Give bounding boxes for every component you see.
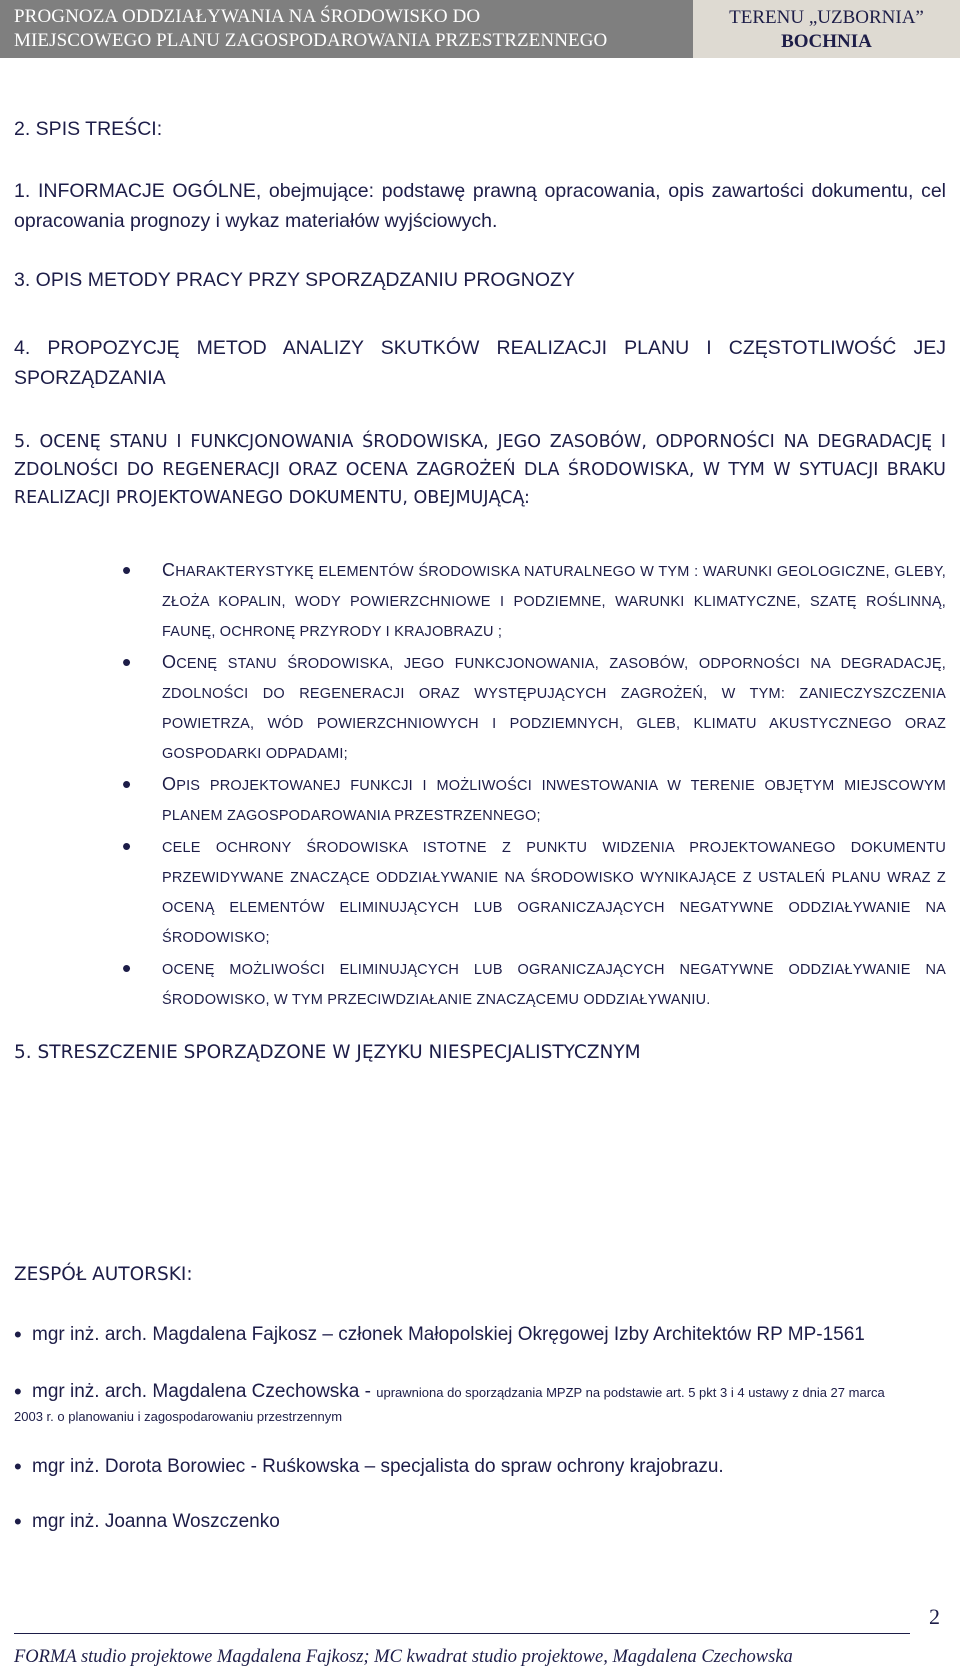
- toc-item-3: 3. OPIS METODY PRACY PRZY SPORZĄDZANIU PROGNOZY: [14, 269, 575, 291]
- footer-divider: [14, 1633, 910, 1634]
- author-item: • mgr inż. arch. Magdalena Czechowska - uprawniona do sporządzania MPZP na podstawie art. 5 pkt 3 i 4 ustawy z dnia 27 marca 2003 r. o planowaniu i zagospodarowaniu przestrzennym: [14, 1377, 946, 1426]
- toc-item-5b: 5. STRESZCZENIE SPORZĄDZONE W JĘZYKU NIESPECJALISTYCZNYM: [14, 1042, 641, 1063]
- toc-item-5-bullet-list: [14, 555, 946, 1015]
- author-item: • mgr inż. Dorota Borowiec - Ruśkowska – specjalista do spraw ochrony krajobrazu.: [14, 1452, 946, 1482]
- authors-heading: ZESPÓŁ AUTORSKI:: [14, 1264, 193, 1285]
- header-title-block: [0, 0, 693, 58]
- author-item: • mgr inż. Joanna Woszczenko: [14, 1507, 946, 1537]
- author-item: • mgr inż. arch. Magdalena Fajkosz – członek Małopolskiej Okręgowej Izby Architektów RP MP-1561: [14, 1320, 946, 1350]
- page-footer: FORMA studio projektowe Magdalena Fajkosz; MC kwadrat studio projektowe, Magdalena Czechowska: [14, 1647, 793, 1667]
- header-location-block: [693, 0, 960, 58]
- header-title-line2: MIEJSCOWEGO PLANU ZAGOSPODAROWANIA PRZESTRZENNEGO: [14, 30, 608, 51]
- toc-item-5: 5. OCENĘ STANU I FUNKCJONOWANIA ŚRODOWISKA, JEGO ZASOBÓW, ODPORNOŚCI NA DEGRADACJĘ I ZDOLNOŚCI DO REGENERACJI ORAZ OCENA ZAGROŻEŃ DLA ŚRODOWISKA, W TYM W SYTUACJI BRAKU REALIZACJI PROJEKTOWANEGO DOKUMENTU, OBEJMUJĄCĄ:: [14, 432, 946, 508]
- header-location-line1: TERENU „UZBORNIA”: [729, 7, 924, 28]
- toc-heading: 2. SPIS TREŚCI:: [14, 118, 163, 140]
- toc-item-4: 4. PROPOZYCJĘ METOD ANALIZY SKUTKÓW REALIZACJI PLANU I CZĘSTOTLIWOŚĆ JEJ SPORZĄDZANIA: [14, 337, 946, 389]
- header-title-line1: PROGNOZA ODDZIAŁYWANIA NA ŚRODOWISKO DO: [14, 6, 481, 27]
- page-number: 2: [929, 1604, 940, 1629]
- header-location-line2: BOCHNIA: [781, 31, 872, 52]
- list-item: • OPIS PROJEKTOWANEJ FUNKCJI I MOŻLIWOŚCI INWESTOWANIA W TERENIE OBJĘTYM MIEJSCOWYM PLANEM ZAGOSPODAROWANIA PRZESTRZENNEGO;: [14, 769, 946, 831]
- toc-item-1: 1. INFORMACJE OGÓLNE, obejmujące: podstawę prawną opracowania, opis zawartości dokumentu, cel opracowania prognozy i wykaz materiałów wyjściowych.: [14, 180, 946, 232]
- list-item: • CELE OCHRONY ŚRODOWISKA ISTOTNE Z PUNKTU WIDZENIA PROJEKTOWANEGO DOKUMENTU PRZEWIDYWANE ZNACZĄCE ODDZIAŁYWANIE NA ŚRODOWISKO WYNIKAJĄCE Z USTALEŃ PLANU WRAZ Z OCENĄ ELEMENTÓW ELIMINUJĄCYCH LUB OGRANICZAJĄCYCH NEGATYWNE ODDZIAŁYWANIE NA ŚRODOWISKO;: [14, 831, 946, 953]
- list-item: • OCENĘ STANU ŚRODOWISKA, JEGO FUNKCJONOWANIA, ZASOBÓW, ODPORNOŚCI NA DEGRADACJĘ, ZDOLNOŚCI DO REGENERACJI ORAZ WYSTĘPUJĄCYCH ZAGROŻEŃ, W TYM: ZANIECZYSZCZENIA POWIETRZA, WÓD POWIERZCHNIOWYCH I PODZIEMNYCH, GLEB, KLIMATU AKUSTYCZNEGO ORAZ GOSPODARKI ODPADAMI;: [14, 647, 946, 769]
- list-item: • CHARAKTERYSTYKĘ ELEMENTÓW ŚRODOWISKA NATURALNEGO W TYM : WARUNKI GEOLOGICZNE, GLEBY, ZŁOŻA KOPALIN, WODY POWIERZCHNIOWE I PODZIEMNE, WARUNKI KLIMATYCZNE, SZATĘ ROŚLINNĄ, FAUNĘ, OCHRONĘ PRZYRODY I KRAJOBRAZU ;: [14, 555, 946, 647]
- list-item: • OCENĘ MOŻLIWOŚCI ELIMINUJĄCYCH LUB OGRANICZAJĄCYCH NEGATYWNE ODDZIAŁYWANIE NA ŚRODOWISKO, W TYM PRZECIWDZIAŁANIE ZNACZĄCEMU ODDZIAŁYWANIU.: [14, 953, 946, 1015]
- page-header: [0, 0, 960, 58]
